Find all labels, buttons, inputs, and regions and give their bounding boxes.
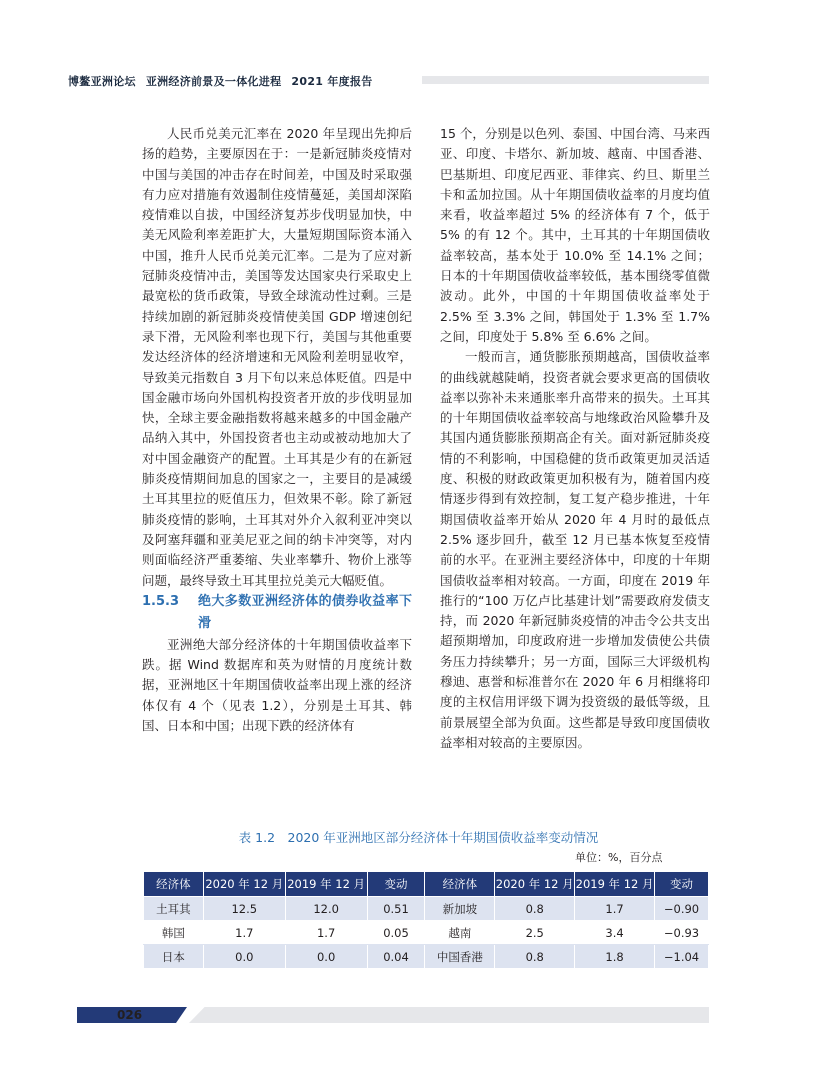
table-cell: 1.7 [575,897,655,921]
header-rule [422,76,709,84]
table-header-row [144,872,709,897]
header-year: 2021 年度报告 [291,75,373,88]
table-cell: 12.0 [285,897,367,921]
table-cell: 0.05 [367,921,425,945]
footer-rule [189,1007,709,1023]
header-cell: 变动 [655,872,709,897]
right-column [440,124,710,753]
header-cell: 2020 年 12 月 [495,872,575,897]
table-cell: 0.0 [203,945,285,969]
table-unit: 单位：%，百分点 [575,851,663,864]
table-caption: 表 1.2 2020 年亚洲地区部分经济体十年期国债收益率变动情况 [238,830,599,845]
section-title: 绝大多数亚洲经济体的债券收益率下滑 [198,593,412,631]
section-number: 1.5.3 [142,593,180,609]
paragraph: 一般而言，通货膨胀预期越高，国债收益率的曲线就越陡峭，投资者就会要求更高的国债收益率以弥补未来通胀率升高带来的损失。土耳其的十年期国债收益率较高与地缘政治风险攀升及其国内通货膨胀预期高企有关。面对新冠肺炎疫情的不利影响，中国稳健的货币政策更加灵活适度、积极的财政政策更加积极有为，随着国内疫情逐步得到有效控制，复工复产稳步推进，十年期国债收益率开始从 2020 年 4 月时的最低点 2.5% 逐步回升，截至 12 月已基本恢复至疫情前的水平。在亚洲主要经济体中，印度的十年期国债收益率相对较高。一方面，印度在 2019 年推行的“100 万亿卢比基建计划”需要政府发债支持，而 2020 年新冠肺炎疫情的冲击令公共支出超预期增加，印度政府进一步增加发债使公共债务压力持续攀升；另一方面，国际三大评级机构穆迪、惠誉和标准普尔在 2020 年 6 月相继将印度的主权信用评级下调为投资级的最低等级，且前景展望全部为负面。这些都是导致印度国债收益率相对较高的主要原因。 [440,349,710,750]
paragraph: 人民币兑美元汇率在 2020 年呈现出先抑后扬的趋势，主要原因在于：一是新冠肺炎疫情对中国与美国的冲击存在时间差，中国及时采取强有力应对措施有效遏制住疫情蔓延，美国却深陷疫情难以自拔，中国经济复苏步伐明显加快，中美无风险利率差距扩大，大量短期国际资本涌入中国，推升人民币兑美元汇率。二是为了应对新冠肺炎疫情冲击，美国等发达国家央行采取史上最宽松的货币政策，导致全球流动性过剩。三是持续加剧的新冠肺炎疫情使美国 GDP 增速创纪录下滑，无风险利率也现下行，美国与其他重要发达经济体的经济增速和无风险利差明显收窄，导致美元指数自 3 月下旬以来总体贬值。四是中国金融市场向外国机构投资者开放的步伐明显加快，全球主要金融指数将越来越多的中国金融产品纳入其中，外国投资者也主动或被动地加大了对中国金融资产的配置。土耳其是少有的在新冠肺炎疫情期间加息的国家之一，主要目的是减缓土耳其里拉的贬值压力，但效果不彰。除了新冠肺炎疫情的影响，土耳其对外介入叙利亚冲突以及阿塞拜疆和亚美尼亚之间的纳卡冲突等，对内则面临经济严重萎缩、失业率攀升、物价上涨等问题，最终导致土耳其里拉兑美元大幅贬值。 [142,126,412,588]
table-cell: 2.5 [495,921,575,945]
page-number: 026 [117,1008,143,1022]
table-cell: 新加坡 [425,897,495,921]
paragraph: 亚洲绝大部分经济体的十年期国债收益率下跌。据 Wind 数据库和英为财情的月度统计数据，亚洲地区十年期国债收益率出现上涨的经济体仅有 4 个（见表 1.2），分别是土耳其、韩国、日本和中国；出现下跌的经济体有 [142,636,412,734]
bond-yield-table [143,871,709,969]
table-cell: 0.51 [367,897,425,921]
table-cell: 0.8 [495,945,575,969]
header-cell: 2019 年 12 月 [285,872,367,897]
header-cell: 经济体 [144,872,204,897]
header-series: 博鳌亚洲论坛 [68,75,136,88]
header-cell: 变动 [367,872,425,897]
table-cell: 越南 [425,921,495,945]
table-cell: 1.7 [285,921,367,945]
table-cell: 1.7 [203,921,285,945]
table-cell: −0.93 [655,921,709,945]
table-cell: 土耳其 [144,897,204,921]
header-text [68,73,383,89]
table-cell: 3.4 [575,921,655,945]
table-cell: 12.5 [203,897,285,921]
table-cell: 0.04 [367,945,425,969]
section-heading [142,591,412,635]
running-header [68,72,709,90]
header-cell: 经济体 [425,872,495,897]
paragraph: 15 个，分别是以色列、泰国、中国台湾、马来西亚、印度、卡塔尔、新加坡、越南、中国香港、巴基斯坦、印度尼西亚、菲律宾、约旦、斯里兰卡和孟加拉国。从十年期国债收益率的月度均值来看，收益率超过 5% 的经济体有 7 个，低于 5% 的有 12 个。其中，土耳其的十年期国债收益率较高，基本处于 10.0% 至 14.1% 之间；日本的十年期国债收益率较低，基本围绕零值微波动。此外，中国的十年期国债收益率处于 2.5% 至 3.3% 之间，韩国处于 1.3% 至 1.7% 之间，印度处于 5.8% 至 6.6% 之间。 [440,126,710,344]
page-footer [77,1007,709,1023]
table-cell: 1.8 [575,945,655,969]
header-title: 亚洲经济前景及一体化进程 [145,75,282,88]
table-cell: 中国香港 [425,945,495,969]
table-cell: 0.8 [495,897,575,921]
header-cell: 2020 年 12 月 [203,872,285,897]
header-cell: 2019 年 12 月 [575,872,655,897]
table-row [144,921,709,945]
table-cell: −1.04 [655,945,709,969]
table-row [144,945,709,969]
table-cell: −0.90 [655,897,709,921]
table-cell: 日本 [144,945,204,969]
table-cell: 韩国 [144,921,204,945]
left-column [142,124,412,736]
table-cell: 0.0 [285,945,367,969]
table-row [144,897,709,921]
